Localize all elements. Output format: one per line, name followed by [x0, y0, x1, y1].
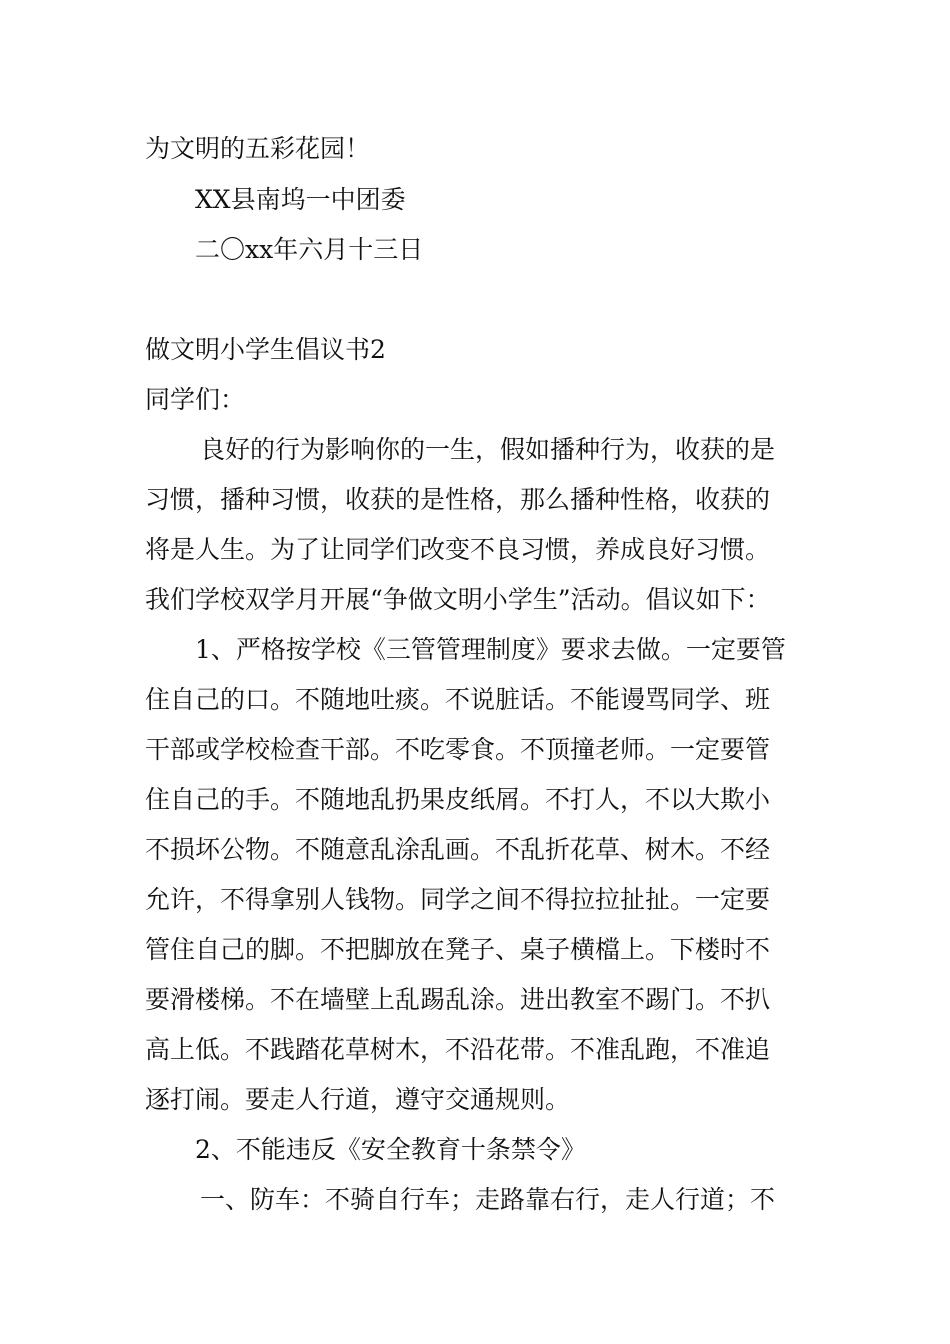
paragraph-line: 要滑楼梯。不在墙壁上乱踢乱涂。进出教室不踢门。不扒	[145, 985, 771, 1014]
paragraph-line: 一、防车：不骑自行车；走路靠右行，走人行道；不	[200, 1185, 776, 1214]
document-title: 做文明小学生倡议书2	[145, 335, 386, 364]
paragraph-line: 住自己的口。不随地吐痰。不说脏话。不能谩骂同学、班	[145, 685, 771, 714]
salutation: 同学们：	[145, 385, 246, 414]
paragraph-line: 不损坏公物。不随意乱涂乱画。不乱折花草、树木。不经	[145, 835, 771, 864]
paragraph-line: 允许，不得拿别人钱物。同学之间不得拉拉扯扯。一定要	[145, 885, 771, 914]
paragraph-line: 习惯，播种习惯，收获的是性格，那么播种性格，收获的	[145, 485, 771, 514]
paragraph-line: 高上低。不践踏花草树木，不沿花带。不准乱跑，不准追	[145, 1035, 771, 1064]
date-line: 二〇xx年六月十三日	[195, 235, 424, 264]
paragraph-line: 良好的行为影响你的一生，假如播种行为，收获的是	[200, 435, 776, 464]
paragraph-line: 管住自己的脚。不把脚放在凳子、桌子横檔上。下楼时不	[145, 935, 771, 964]
paragraph-line: 我们学校双学月开展“争做文明小学生”活动。倡议如下：	[145, 585, 771, 614]
signature: XX县南坞一中团委	[195, 185, 406, 214]
closing-line: 为文明的五彩花园！	[145, 134, 371, 163]
paragraph-line: 将是人生。为了让同学们改变不良习惯，养成良好习惯。	[145, 535, 771, 564]
paragraph-line: 逐打闹。要走人行道，遵守交通规则。	[145, 1085, 571, 1114]
paragraph-line: 2、不能违反《安全教育十条禁令》	[195, 1135, 586, 1164]
paragraph-line: 1、严格按学校《三管管理制度》要求去做。一定要管	[195, 635, 786, 664]
paragraph-line: 住自己的手。不随地乱扔果皮纸屑。不打人，不以大欺小	[145, 785, 771, 814]
paragraph-line: 干部或学校检查干部。不吃零食。不顶撞老师。一定要管	[145, 735, 771, 764]
